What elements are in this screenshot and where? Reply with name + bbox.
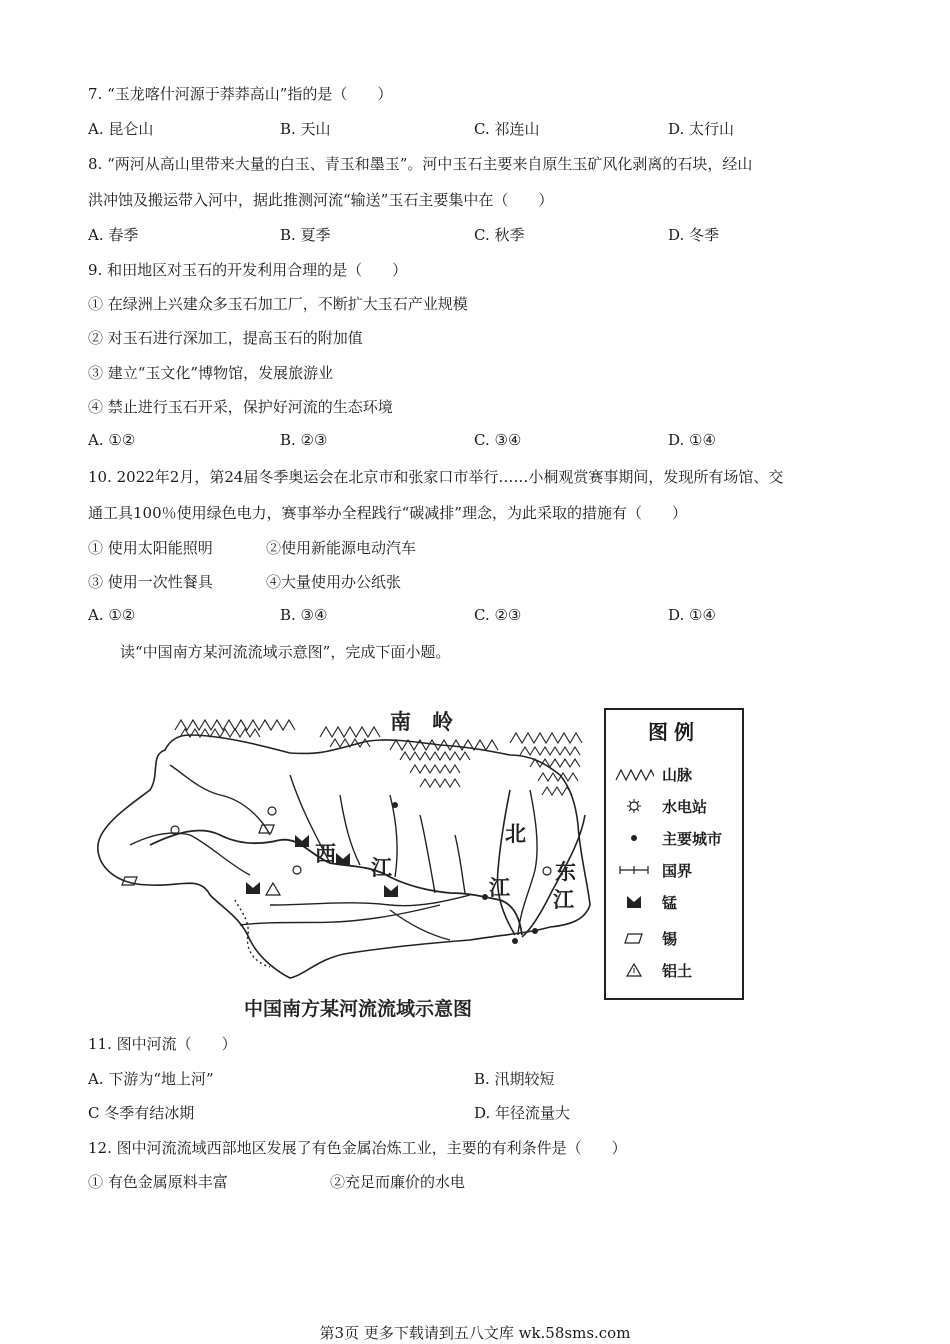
q9-option-a: A. ①②: [88, 431, 136, 449]
tin-marks: [122, 825, 274, 885]
q12-stem: 12. 图中河流流域西部地区发展了有色金属冶炼工业，主要的有利条件是（ ）: [88, 1139, 627, 1157]
q10-stem-line1: 10. 2022年2月，第24届冬季奥运会在北京市和张家口市举行……小桐观赏赛事期间，发现所有场馆、交: [88, 468, 784, 486]
q7-stem: 7. “玉龙喀什河源于莽莽高山”指的是（ ）: [88, 85, 393, 103]
q8-stem-line2: 洪冲蚀及搬运带入河中，据此推测河流“输送”玉石主要集中在（ ）: [88, 191, 554, 209]
q11-option-c: C 冬季有结冰期: [88, 1104, 195, 1122]
legend-label-manganese: 锰: [662, 894, 678, 912]
q11-option-b: B. 汛期较短: [474, 1070, 555, 1088]
q11-option-a: A. 下游为“地上河”: [88, 1070, 214, 1088]
legend-title: 图例: [648, 720, 700, 744]
q11-option-d: D. 年径流量大: [474, 1104, 571, 1122]
map-legend: [604, 708, 744, 1000]
q12-statement-2: ②充足而廉价的水电: [330, 1173, 466, 1191]
legend-label-bauxite: 铝土: [662, 962, 693, 980]
q10-option-c: C. ②③: [474, 606, 522, 624]
q10-statement-2: ②使用新能源电动汽车: [266, 539, 417, 557]
q7-option-a: A. 昆仑山: [88, 120, 154, 138]
border-line: [235, 900, 270, 967]
page-footer: 第3页 更多下载请到五八文库 wk.58sms.com: [319, 1324, 631, 1342]
beijiang-river: [498, 790, 515, 935]
q10-statement-1: ① 使用太阳能照明: [88, 539, 213, 557]
legend-label-mountain: 山脉: [662, 766, 693, 784]
map-intro: 读“中国南方某河流流域示意图”，完成下面小题。: [120, 643, 451, 661]
q8-option-d: D. 冬季: [668, 226, 720, 244]
q8-option-b: B. 夏季: [280, 226, 331, 244]
q8-option-c: C. 秋季: [474, 226, 525, 244]
q7-option-d: D. 太行山: [668, 120, 735, 138]
border-icon: [614, 862, 654, 878]
q9-option-c: C. ③④: [474, 431, 522, 449]
q9-option-b: B. ②③: [280, 431, 328, 449]
q7-option-b: B. 天山: [280, 120, 331, 138]
city-dot-icon: [614, 830, 654, 846]
q9-statement-1: ① 在绿洲上兴建众多玉石加工厂，不断扩大玉石产业规模: [88, 295, 468, 313]
q8-option-a: A. 春季: [88, 226, 139, 244]
hydropower-icon: [614, 798, 654, 814]
q10-option-d: D. ①④: [668, 606, 716, 624]
mountain-range-north: [175, 720, 582, 795]
q9-stem: 9. 和田地区对玉石的开发利用合理的是（ ）: [88, 261, 408, 279]
q9-statement-2: ② 对玉石进行深加工，提高玉石的附加值: [88, 329, 363, 347]
q10-statement-3: ③ 使用一次性餐具: [88, 573, 213, 591]
q10-statement-4: ④大量使用办公纸张: [266, 573, 402, 591]
legend-label-border: 国界: [662, 862, 693, 880]
q9-option-d: D. ①④: [668, 431, 716, 449]
tin-icon: [614, 930, 654, 946]
bauxite-marks: [266, 883, 280, 895]
q12-statement-1: ① 有色金属原料丰富: [88, 1173, 228, 1191]
label-dong: 东: [555, 860, 576, 884]
q9-statement-4: ④ 禁止进行玉石开采，保护好河流的生态环境: [88, 398, 393, 416]
label-bei: 北: [505, 822, 526, 846]
q10-option-b: B. ③④: [280, 606, 328, 624]
manganese-icon: [614, 894, 654, 910]
legend-label-city: 主要城市: [662, 830, 723, 848]
label-jiang-west: 江: [371, 856, 392, 880]
q8-stem-line1: 8. “两河从高山里带来大量的白玉、青玉和墨玉”。河中玉石主要来自原生玉矿风化剥离的石块，经山: [88, 155, 753, 173]
bauxite-icon: [614, 962, 654, 978]
label-jiang-east: 江: [553, 888, 574, 912]
legend-label-tin: 锡: [662, 930, 678, 948]
q11-stem: 11. 图中河流（ ）: [88, 1035, 237, 1053]
label-jiang-north: 江: [489, 876, 510, 900]
q9-statement-3: ③ 建立“玉文化”博物馆，发展旅游业: [88, 364, 334, 382]
q7-option-c: C. 祁连山: [474, 120, 540, 138]
xijiang-river: [150, 830, 522, 935]
q10-stem-line2: 通工具100％使用绿色电力，赛事举办全程践行“碳减排”理念，为此采取的措施有（ ）: [88, 504, 687, 522]
map-caption: 中国南方某河流流域示意图: [244, 998, 473, 1020]
q10-option-a: A. ①②: [88, 606, 136, 624]
hydropower-stations: [171, 807, 551, 875]
label-nanling: 南 岭: [390, 710, 453, 734]
legend-label-hydropower: 水电站: [662, 798, 708, 816]
label-xi: 西: [315, 842, 336, 866]
mountain-icon: [614, 766, 654, 782]
